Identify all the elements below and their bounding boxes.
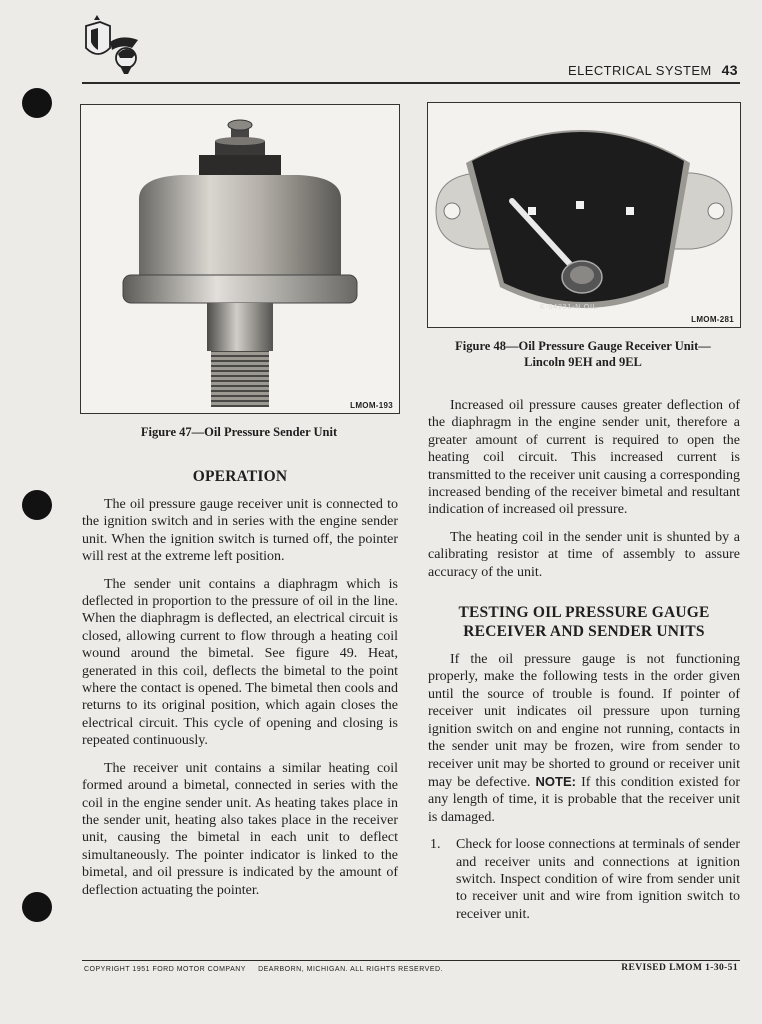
revision-notice: REVISED LMOM 1-30-51: [621, 963, 738, 973]
paragraph: The receiver unit contains a similar heating coil formed around a bimetal, connected in series with the coil in the engine sender unit. As heating takes place in the sender unit, heating also takes place in the receiver unit, causing the bimetal in each unit to deflect simultaneously. The pointer indicator is linked to the bimetal, and oil pressure is indicated by the amount of deflection actuating the pointer.: [82, 760, 398, 898]
binder-hole: [22, 892, 52, 922]
running-header: [568, 62, 738, 78]
testing-text-before-note: If the oil pressure gauge is not functioning properly, make the following tests in the order given until the source of trouble is found. If pointer of receiver unit indicates oil pressure upon turning ignition switch on and engine not running, contacts in the sender unit may be frozen, wire from sender to receiver unit may be shorted to ground or receiver unit may be defective.: [428, 652, 740, 790]
page-number: 43: [721, 62, 738, 78]
testing-text-after-note: If this condition existed for any length of time, it is probable that the receiver unit is damaged.: [428, 774, 740, 825]
list-item: [428, 836, 740, 923]
test-steps-list: [428, 836, 740, 923]
list-item-text: Check for loose connections at terminals of sender and receiver units and connections at ignition switch. Inspect condition of wire from sender unit to receiver unit and wire from ignition switch to receiver unit.: [456, 837, 740, 922]
figure-id: LMOM-193: [350, 401, 393, 410]
left-column: [82, 467, 398, 909]
figure-48-frame: [427, 102, 741, 328]
figure-47-caption: Figure 47—Oil Pressure Sender Unit: [140, 425, 338, 439]
right-column: [428, 397, 740, 923]
figure-47-frame: [80, 104, 400, 414]
oil-pressure-gauge-illustration: [428, 103, 740, 327]
copyright-notice: COPYRIGHT 1951 FORD MOTOR COMPANY DEARBORN, MICHIGAN. ALL RIGHTS RESERVED.: [84, 966, 443, 973]
paragraph: The oil pressure gauge receiver unit is connected to the ignition switch and in series with the engine sender unit. When the ignition switch is turned off, the pointer will rest at the extreme left position.: [82, 497, 398, 565]
testing-heading-line-1: TESTING OIL PRESSURE GAUGE: [458, 604, 710, 622]
figure-48-caption-line-1: Figure 48—Oil Pressure Gauge Receiver Unit—: [455, 339, 711, 353]
list-item-number: 1.: [430, 837, 441, 853]
note-label: NOTE:: [535, 773, 576, 789]
section-title: ELECTRICAL SYSTEM: [568, 63, 712, 78]
binder-hole: [22, 490, 52, 520]
figure-48-caption: [427, 338, 739, 370]
header-rule: [82, 82, 740, 84]
paragraph: The sender unit contains a diaphragm which is deflected in proportion to the pressure of oil in the line. When the diaphragm is deflected, an electrical circuit is closed, allowing current to flow through a heating coil wound around the bimetal. See figure 49. Heat, generated in this coil, deflects the bimetal to the point where the contact is opened. The bimetal then cools and returns to its original position, which again closes the electrical circuit. This cycle of opening and closing is repeated continuously.: [82, 576, 398, 749]
gauge-marking: K-54231-N OIL: [540, 304, 598, 311]
lincoln-knight-logo-icon: [82, 14, 144, 76]
paragraph: Increased oil pressure causes greater deflection of the diaphragm in the engine sender unit, therefore a greater amount of current is required to open the heating coil circuit. This increased current is transmitted to the receiver unit causing a corresponding increased bending of the receiver bimetal and resultant indication of increased oil pressure.: [428, 398, 740, 518]
figure-48-caption-line-2: Lincoln 9EH and 9EL: [524, 355, 642, 369]
footer-rule: [82, 960, 740, 961]
operation-heading: OPERATION: [192, 468, 288, 485]
oil-pressure-sender-unit-illustration: [81, 105, 399, 413]
paragraph: The heating coil in the sender unit is shunted by a calibrating resistor at time of assembly to assure accuracy of the unit.: [428, 529, 740, 580]
testing-paragraph: [428, 651, 740, 826]
testing-heading-line-2: RECEIVER AND SENDER UNITS: [463, 623, 705, 641]
figure-id: LMOM-281: [691, 315, 734, 324]
testing-heading: [428, 603, 740, 641]
binder-hole: [22, 88, 52, 118]
